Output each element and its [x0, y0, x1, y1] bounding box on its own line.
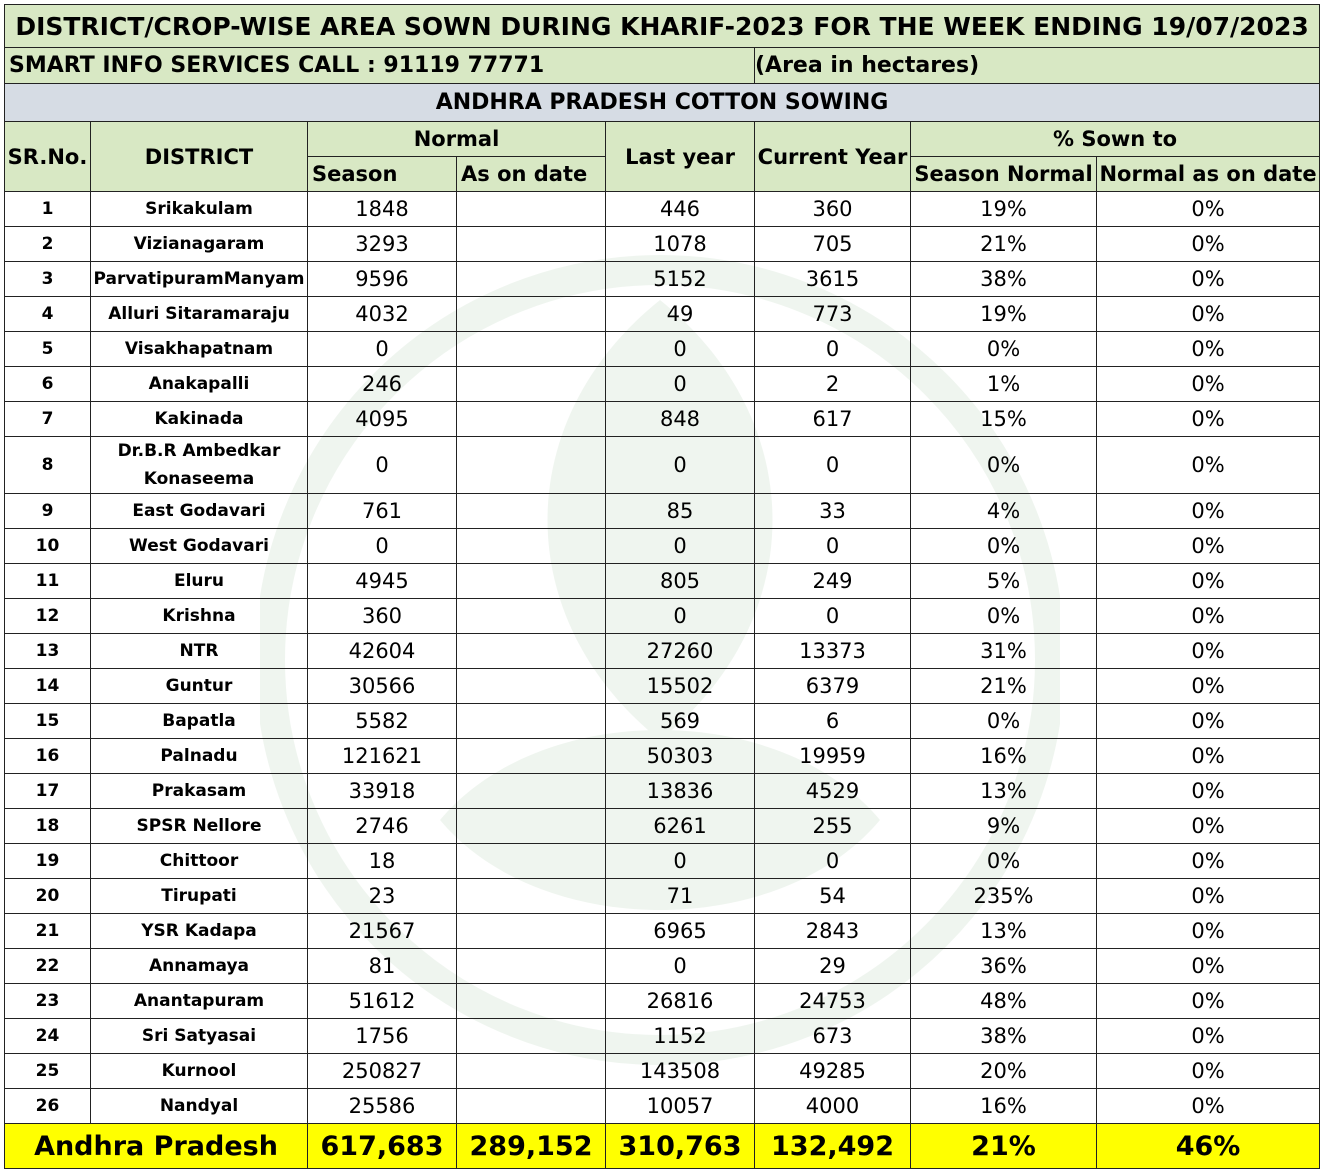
date-pct-cell: 0%: [1097, 599, 1320, 634]
date-pct-cell: 0%: [1097, 984, 1320, 1019]
sr-cell: 21: [5, 914, 91, 949]
as-on-date-cell: [457, 669, 606, 704]
as-on-date-cell: [457, 564, 606, 599]
sr-cell: 11: [5, 564, 91, 599]
table-row: [5, 669, 1320, 704]
district-cell: SPSR Nellore: [91, 809, 308, 844]
table-row: [5, 704, 1320, 739]
table-row: [5, 367, 1320, 402]
total-as-on-date: 289,152: [457, 1124, 606, 1169]
last-year-cell: 0: [606, 437, 755, 494]
district-cell: East Godavari: [91, 494, 308, 529]
sr-cell: 25: [5, 1054, 91, 1089]
table-row: [5, 262, 1320, 297]
cotton-sowing-table: [4, 4, 1320, 1169]
date-pct-cell: 0%: [1097, 262, 1320, 297]
table-body: [5, 192, 1320, 1124]
last-year-cell: 85: [606, 494, 755, 529]
contact-info: SMART INFO SERVICES CALL : 91119 77771: [5, 48, 755, 84]
current-year-cell: 29: [755, 949, 911, 984]
district-cell: Dr.B.R Ambedkar Konaseema: [91, 437, 308, 494]
sr-cell: 19: [5, 844, 91, 879]
district-cell: Eluru: [91, 564, 308, 599]
district-cell: Bapatla: [91, 704, 308, 739]
total-season-pct: 21%: [911, 1124, 1097, 1169]
date-pct-cell: 0%: [1097, 844, 1320, 879]
current-year-cell: 255: [755, 809, 911, 844]
district-cell: ParvatipuramManyam: [91, 262, 308, 297]
as-on-date-cell: [457, 437, 606, 494]
current-year-cell: 6379: [755, 669, 911, 704]
sr-cell: 15: [5, 704, 91, 739]
season-pct-cell: 13%: [911, 774, 1097, 809]
table-row: [5, 402, 1320, 437]
sr-cell: 23: [5, 984, 91, 1019]
date-pct-cell: 0%: [1097, 634, 1320, 669]
current-year-cell: 4529: [755, 774, 911, 809]
season-pct-cell: 19%: [911, 297, 1097, 332]
last-year-cell: 13836: [606, 774, 755, 809]
season-pct-cell: 235%: [911, 879, 1097, 914]
season-pct-cell: 0%: [911, 437, 1097, 494]
district-cell: Chittoor: [91, 844, 308, 879]
table-row: [5, 1054, 1320, 1089]
current-year-cell: 6: [755, 704, 911, 739]
header-pct-sown: % Sown to: [911, 122, 1320, 157]
date-pct-cell: 0%: [1097, 914, 1320, 949]
date-pct-cell: 0%: [1097, 402, 1320, 437]
date-pct-cell: 0%: [1097, 529, 1320, 564]
district-cell: Krishna: [91, 599, 308, 634]
date-pct-cell: 0%: [1097, 494, 1320, 529]
total-season: 617,683: [308, 1124, 457, 1169]
sr-cell: 9: [5, 494, 91, 529]
last-year-cell: 50303: [606, 739, 755, 774]
season-pct-cell: 21%: [911, 669, 1097, 704]
last-year-cell: 0: [606, 599, 755, 634]
season-cell: 0: [308, 332, 457, 367]
total-label: Andhra Pradesh: [5, 1124, 308, 1169]
table-row: [5, 879, 1320, 914]
season-cell: 33918: [308, 774, 457, 809]
header-season: Season: [308, 157, 457, 192]
as-on-date-cell: [457, 739, 606, 774]
season-pct-cell: 0%: [911, 844, 1097, 879]
season-cell: 2746: [308, 809, 457, 844]
sr-cell: 18: [5, 809, 91, 844]
report-title: DISTRICT/CROP-WISE AREA SOWN DURING KHARIF-2023 FOR THE WEEK ENDING 19/07/2023: [5, 5, 1320, 48]
season-pct-cell: 4%: [911, 494, 1097, 529]
current-year-cell: 2: [755, 367, 911, 402]
date-pct-cell: 0%: [1097, 704, 1320, 739]
date-pct-cell: 0%: [1097, 564, 1320, 599]
season-pct-cell: 5%: [911, 564, 1097, 599]
table-row: [5, 297, 1320, 332]
season-pct-cell: 0%: [911, 599, 1097, 634]
header-season-normal: Season Normal: [911, 157, 1097, 192]
season-cell: 1848: [308, 192, 457, 227]
current-year-cell: 4000: [755, 1089, 911, 1124]
season-cell: 18: [308, 844, 457, 879]
sr-cell: 3: [5, 262, 91, 297]
current-year-cell: 54: [755, 879, 911, 914]
sr-cell: 24: [5, 1019, 91, 1054]
sr-cell: 6: [5, 367, 91, 402]
header-as-on-date: As on date: [457, 157, 606, 192]
as-on-date-cell: [457, 402, 606, 437]
season-pct-cell: 38%: [911, 262, 1097, 297]
current-year-cell: 33: [755, 494, 911, 529]
date-pct-cell: 0%: [1097, 809, 1320, 844]
table-row: [5, 984, 1320, 1019]
district-cell: Visakhapatnam: [91, 332, 308, 367]
total-row: [5, 1124, 1320, 1169]
as-on-date-cell: [457, 529, 606, 564]
date-pct-cell: 0%: [1097, 297, 1320, 332]
table-row: [5, 809, 1320, 844]
season-cell: 121621: [308, 739, 457, 774]
sr-cell: 17: [5, 774, 91, 809]
total-last-year: 310,763: [606, 1124, 755, 1169]
season-cell: 1756: [308, 1019, 457, 1054]
current-year-cell: 249: [755, 564, 911, 599]
sr-cell: 2: [5, 227, 91, 262]
date-pct-cell: 0%: [1097, 1054, 1320, 1089]
last-year-cell: 0: [606, 332, 755, 367]
as-on-date-cell: [457, 879, 606, 914]
as-on-date-cell: [457, 704, 606, 739]
as-on-date-cell: [457, 262, 606, 297]
season-pct-cell: 9%: [911, 809, 1097, 844]
last-year-cell: 5152: [606, 262, 755, 297]
season-pct-cell: 16%: [911, 739, 1097, 774]
last-year-cell: 6261: [606, 809, 755, 844]
season-pct-cell: 0%: [911, 529, 1097, 564]
district-cell: West Godavari: [91, 529, 308, 564]
as-on-date-cell: [457, 332, 606, 367]
last-year-cell: 0: [606, 949, 755, 984]
table-row: [5, 914, 1320, 949]
district-cell: NTR: [91, 634, 308, 669]
season-pct-cell: 38%: [911, 1019, 1097, 1054]
season-cell: 42604: [308, 634, 457, 669]
as-on-date-cell: [457, 634, 606, 669]
sr-cell: 16: [5, 739, 91, 774]
season-pct-cell: 1%: [911, 367, 1097, 402]
as-on-date-cell: [457, 984, 606, 1019]
last-year-cell: 27260: [606, 634, 755, 669]
as-on-date-cell: [457, 1089, 606, 1124]
sr-cell: 22: [5, 949, 91, 984]
district-cell: Annamaya: [91, 949, 308, 984]
current-year-cell: 673: [755, 1019, 911, 1054]
last-year-cell: 569: [606, 704, 755, 739]
date-pct-cell: 0%: [1097, 367, 1320, 402]
season-cell: 360: [308, 599, 457, 634]
season-cell: 3293: [308, 227, 457, 262]
season-cell: 81: [308, 949, 457, 984]
season-cell: 25586: [308, 1089, 457, 1124]
last-year-cell: 49: [606, 297, 755, 332]
as-on-date-cell: [457, 297, 606, 332]
table-row: [5, 227, 1320, 262]
last-year-cell: 1152: [606, 1019, 755, 1054]
sr-cell: 4: [5, 297, 91, 332]
as-on-date-cell: [457, 774, 606, 809]
season-cell: 0: [308, 529, 457, 564]
sr-cell: 14: [5, 669, 91, 704]
district-cell: Vizianagaram: [91, 227, 308, 262]
district-cell: Srikakulam: [91, 192, 308, 227]
as-on-date-cell: [457, 949, 606, 984]
sr-cell: 1: [5, 192, 91, 227]
current-year-cell: 49285: [755, 1054, 911, 1089]
table-row: [5, 332, 1320, 367]
district-cell: Anakapalli: [91, 367, 308, 402]
as-on-date-cell: [457, 599, 606, 634]
as-on-date-cell: [457, 914, 606, 949]
sr-cell: 10: [5, 529, 91, 564]
season-pct-cell: 48%: [911, 984, 1097, 1019]
spreadsheet: [4, 4, 1319, 1169]
header-last-year: Last year: [606, 122, 755, 192]
as-on-date-cell: [457, 1054, 606, 1089]
season-pct-cell: 31%: [911, 634, 1097, 669]
total-date-pct: 46%: [1097, 1124, 1320, 1169]
season-cell: 21567: [308, 914, 457, 949]
as-on-date-cell: [457, 809, 606, 844]
current-year-cell: 360: [755, 192, 911, 227]
header-normal-as-on-date: Normal as on date: [1097, 157, 1320, 192]
as-on-date-cell: [457, 844, 606, 879]
last-year-cell: 848: [606, 402, 755, 437]
current-year-cell: 773: [755, 297, 911, 332]
season-cell: 5582: [308, 704, 457, 739]
district-cell: Prakasam: [91, 774, 308, 809]
date-pct-cell: 0%: [1097, 1089, 1320, 1124]
sr-cell: 12: [5, 599, 91, 634]
current-year-cell: 0: [755, 529, 911, 564]
season-cell: 246: [308, 367, 457, 402]
season-cell: 30566: [308, 669, 457, 704]
current-year-cell: 705: [755, 227, 911, 262]
season-pct-cell: 16%: [911, 1089, 1097, 1124]
season-pct-cell: 13%: [911, 914, 1097, 949]
table-row: [5, 529, 1320, 564]
date-pct-cell: 0%: [1097, 879, 1320, 914]
date-pct-cell: 0%: [1097, 192, 1320, 227]
district-cell: Anantapuram: [91, 984, 308, 1019]
header-normal: Normal: [308, 122, 606, 157]
current-year-cell: 3615: [755, 262, 911, 297]
date-pct-cell: 0%: [1097, 774, 1320, 809]
last-year-cell: 805: [606, 564, 755, 599]
current-year-cell: 0: [755, 437, 911, 494]
season-cell: 761: [308, 494, 457, 529]
header-sr-no: SR.No.: [5, 122, 91, 192]
last-year-cell: 0: [606, 844, 755, 879]
district-cell: Kakinada: [91, 402, 308, 437]
season-pct-cell: 0%: [911, 332, 1097, 367]
district-cell: Tirupati: [91, 879, 308, 914]
sr-cell: 7: [5, 402, 91, 437]
sr-cell: 26: [5, 1089, 91, 1124]
table-row: [5, 1019, 1320, 1054]
district-cell: Palnadu: [91, 739, 308, 774]
season-pct-cell: 20%: [911, 1054, 1097, 1089]
as-on-date-cell: [457, 227, 606, 262]
table-row: [5, 1089, 1320, 1124]
district-cell: Alluri Sitaramaraju: [91, 297, 308, 332]
date-pct-cell: 0%: [1097, 739, 1320, 774]
season-cell: 4032: [308, 297, 457, 332]
current-year-cell: 2843: [755, 914, 911, 949]
season-pct-cell: 19%: [911, 192, 1097, 227]
current-year-cell: 24753: [755, 984, 911, 1019]
date-pct-cell: 0%: [1097, 949, 1320, 984]
season-pct-cell: 15%: [911, 402, 1097, 437]
table-row: [5, 949, 1320, 984]
season-cell: 4945: [308, 564, 457, 599]
last-year-cell: 0: [606, 529, 755, 564]
district-cell: YSR Kadapa: [91, 914, 308, 949]
current-year-cell: 19959: [755, 739, 911, 774]
sr-cell: 20: [5, 879, 91, 914]
season-cell: 23: [308, 879, 457, 914]
current-year-cell: 13373: [755, 634, 911, 669]
sr-cell: 5: [5, 332, 91, 367]
as-on-date-cell: [457, 367, 606, 402]
season-cell: 4095: [308, 402, 457, 437]
table-row: [5, 634, 1320, 669]
last-year-cell: 6965: [606, 914, 755, 949]
last-year-cell: 26816: [606, 984, 755, 1019]
table-row: [5, 437, 1320, 494]
header-current-year: Current Year: [755, 122, 911, 192]
table-row: [5, 739, 1320, 774]
current-year-cell: 0: [755, 844, 911, 879]
current-year-cell: 0: [755, 599, 911, 634]
total-current-year: 132,492: [755, 1124, 911, 1169]
season-cell: 0: [308, 437, 457, 494]
last-year-cell: 0: [606, 367, 755, 402]
season-cell: 250827: [308, 1054, 457, 1089]
date-pct-cell: 0%: [1097, 332, 1320, 367]
last-year-cell: 15502: [606, 669, 755, 704]
sr-cell: 13: [5, 634, 91, 669]
district-cell: Kurnool: [91, 1054, 308, 1089]
last-year-cell: 71: [606, 879, 755, 914]
last-year-cell: 446: [606, 192, 755, 227]
table-row: [5, 564, 1320, 599]
sr-cell: 8: [5, 437, 91, 494]
current-year-cell: 617: [755, 402, 911, 437]
table-row: [5, 599, 1320, 634]
season-pct-cell: 21%: [911, 227, 1097, 262]
season-cell: 9596: [308, 262, 457, 297]
as-on-date-cell: [457, 494, 606, 529]
table-row: [5, 774, 1320, 809]
season-cell: 51612: [308, 984, 457, 1019]
table-row: [5, 192, 1320, 227]
header-district: DISTRICT: [91, 122, 308, 192]
district-cell: Nandyal: [91, 1089, 308, 1124]
state-heading: ANDHRA PRADESH COTTON SOWING: [5, 84, 1320, 122]
last-year-cell: 10057: [606, 1089, 755, 1124]
table-row: [5, 494, 1320, 529]
date-pct-cell: 0%: [1097, 1019, 1320, 1054]
date-pct-cell: 0%: [1097, 669, 1320, 704]
district-cell: Guntur: [91, 669, 308, 704]
last-year-cell: 143508: [606, 1054, 755, 1089]
season-pct-cell: 0%: [911, 704, 1097, 739]
as-on-date-cell: [457, 192, 606, 227]
season-pct-cell: 36%: [911, 949, 1097, 984]
current-year-cell: 0: [755, 332, 911, 367]
as-on-date-cell: [457, 1019, 606, 1054]
last-year-cell: 1078: [606, 227, 755, 262]
unit-note: (Area in hectares): [755, 48, 1320, 84]
district-cell: Sri Satyasai: [91, 1019, 308, 1054]
date-pct-cell: 0%: [1097, 437, 1320, 494]
table-row: [5, 844, 1320, 879]
date-pct-cell: 0%: [1097, 227, 1320, 262]
